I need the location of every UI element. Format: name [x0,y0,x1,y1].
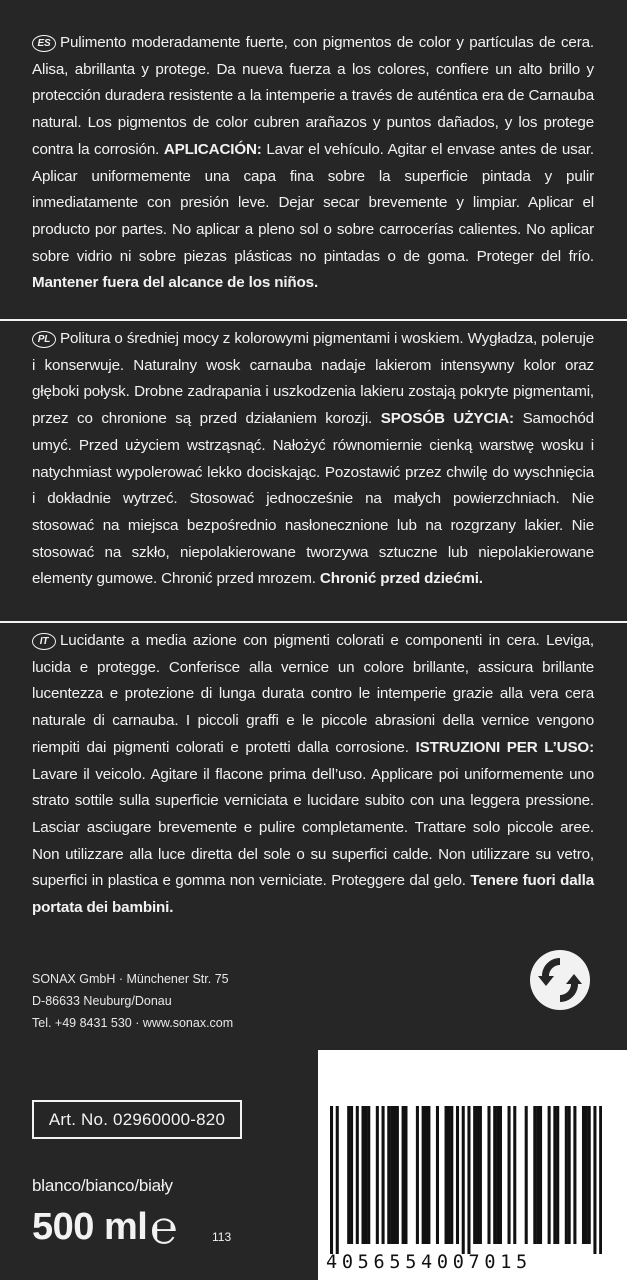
barcode-bar [496,1106,499,1244]
barcode-bar [376,1106,379,1244]
barcode-bar [450,1106,453,1244]
barcode-bar [427,1106,430,1244]
barcode-bar [599,1106,602,1254]
address-line-3: Tel. +49 8431 530 · www.sonax.com [32,1016,234,1030]
barcode-bar [424,1106,427,1244]
estimated-sign-icon: ℮ [150,1200,178,1254]
barcode-bar [367,1106,370,1244]
manufacturer-address [32,968,233,1034]
section-it [32,628,594,922]
barcode-bar [356,1106,359,1244]
section-es [32,30,594,297]
it-text-a: Lucidante a media azione con pigmenti colorati e componenti in cera. Leviga, lucida e protegge. Conferisce alla vernice un colore brillante, assicura brillante lucentezza e protezione di lunga durata contro le intemperie grazie alla vera cera naturale di carnauba. I piccoli graffi e le piccole abrasioni della vernice vengono riempiti dai pigmenti colorati e protetti dalla corrosione. [32,632,594,756]
it-bold-a: ISTRUZIONI PER L’USO: [415,738,595,756]
divider-2 [0,621,627,623]
barcode-bar [462,1106,465,1254]
barcode-bar [467,1106,470,1254]
barcode-bar [548,1106,551,1244]
barcode-bar [347,1106,350,1244]
barcode-bar [336,1106,339,1254]
divider-1 [0,319,627,321]
barcode-bar [585,1106,588,1244]
barcode-panel [318,1050,627,1280]
lang-badge-es: ES [32,35,56,52]
barcode-bar [330,1106,333,1254]
barcode-bar [582,1106,585,1244]
es-text-b: Lavar el vehículo. Agitar el envase antes de usar. Aplicar uniformemente una capa fina sobre la superficie pintada y pulir inmediatamente con presión leve. Dejar secar brevemente y limpiar. Aplicar el producto por partes. No aplicar a pleno sol o sobre carrocerías calientes. No aplicar sobre vidrio ni sobre piezas plásticas no pintadas o de goma. Proteger del frío. [32,140,594,265]
barcode-bar [350,1106,353,1244]
barcode-bar [402,1106,405,1244]
barcode [330,1106,602,1254]
barcode-bar [568,1106,571,1244]
volume: 500 ml [32,1206,148,1248]
barcode-bar [513,1106,516,1244]
barcode-bar [573,1106,576,1244]
barcode-bar [390,1106,393,1244]
pl-text-b: Samochód umyć. Przed użyciem wstrząsnąć. Nałożyć równomiernie cienką warstwę wosku i natychmiast wypolerować lekko dociskając. Pozostawić przez chwilę do wyschnięcia i dokładnie wytrzeć. Stosować jednocześnie na małych powierzchniach. Nie stosować na miejsca bezpośrednio nasłonecznione lub na rozgrzany lakier. Nie stosować na szkło, niepolakierowane tworzywa sztuczne lub niepolakierowane elementy gumowe. Chronić przed mrozem. [32,410,594,588]
barcode-bar [393,1106,396,1244]
barcode-digits: 4056554007015 [326,1252,532,1273]
barcode-bar [493,1106,496,1244]
barcode-bar [387,1106,390,1244]
barcode-bar [447,1106,450,1244]
barcode-bar [499,1106,502,1244]
it-bold-b: Tenere fuori dalla portata dei bambini. [32,872,594,917]
barcode-bar [396,1106,399,1244]
barcode-bar [445,1106,448,1244]
address-line-1: SONAX GmbH · Münchener Str. 75 [32,972,229,986]
article-number-box: Art. No. 02960000-820 [32,1100,242,1139]
batch-code: 113 [212,1230,232,1244]
barcode-bar [416,1106,419,1244]
barcode-bar [422,1106,425,1244]
color-variant: blanco/bianco/biały [32,1176,173,1195]
address-line-2: D-86633 Neuburg/Donau [32,994,172,1008]
barcode-bar [476,1106,479,1244]
barcode-bar [525,1106,528,1244]
es-bold-a: APLICACIÓN: [163,140,262,158]
barcode-bar [456,1106,459,1244]
green-dot-recycle-icon [528,948,592,1012]
es-bold-b: Mantener fuera del alcance de los niños. [32,274,319,292]
barcode-bar [404,1106,407,1244]
barcode-bar [508,1106,511,1244]
barcode-bar [533,1106,536,1244]
barcode-bar [565,1106,568,1244]
barcode-bar [536,1106,539,1244]
barcode-bar [364,1106,367,1244]
barcode-bar [556,1106,559,1244]
pl-bold-b: Chronić przed dziećmi. [319,570,483,588]
lang-badge-pl: PL [32,331,56,348]
barcode-bar [588,1106,591,1244]
section-pl [32,326,594,593]
barcode-bar [361,1106,364,1244]
es-text-a: Pulimento moderadamente fuerte, con pigmentos de color y partículas de cera. Alisa, abrillanta y protege. Da nueva fuerza a los colores, confiere un alto brillo y protección duradera resistente a la intemperie a través de auténtica era de Carnauba natural. Los pigmentos de color cubren arañazos y puntos dañados, y los protege contra la corrosión. [32,34,594,158]
barcode-bar [487,1106,490,1244]
pl-bold-a: SPOSÓB UŻYCIA: [380,410,514,428]
barcode-bar [479,1106,482,1244]
barcode-bar [593,1106,596,1254]
it-text-b: Lavare il veicolo. Agitare il flacone prima dell’uso. Applicare poi uniformemente uno strato sottile sulla superficie verniciata e lucidare subito con una leggera pressione. Lasciar asciugare brevemente e pulire completamente. Trattare solo piccole aree. Non utilizzare alla luce diretta del sole o su superfici calde. Non utilizzare su vetro, superfici in plastica e gomma non verniciate. Proteggere dal gelo. [32,765,594,890]
barcode-bar [382,1106,385,1244]
barcode-bar [553,1106,556,1244]
barcode-bar [436,1106,439,1244]
pl-text-a: Politura o średniej mocy z kolorowymi pigmentami i woskiem. Wygładza, poleruje i konserwuje. Naturalny wosk carnauba nadaje lakierom intensywny kolor oraz głęboki połysk. Drobne zadrapania i uszkodzenia lakieru zostają pokryte pigmentami, przez co chronione są przed działaniem korozji. [32,330,594,428]
lang-badge-it: IT [32,633,56,650]
barcode-bar [473,1106,476,1244]
barcode-bar [539,1106,542,1244]
